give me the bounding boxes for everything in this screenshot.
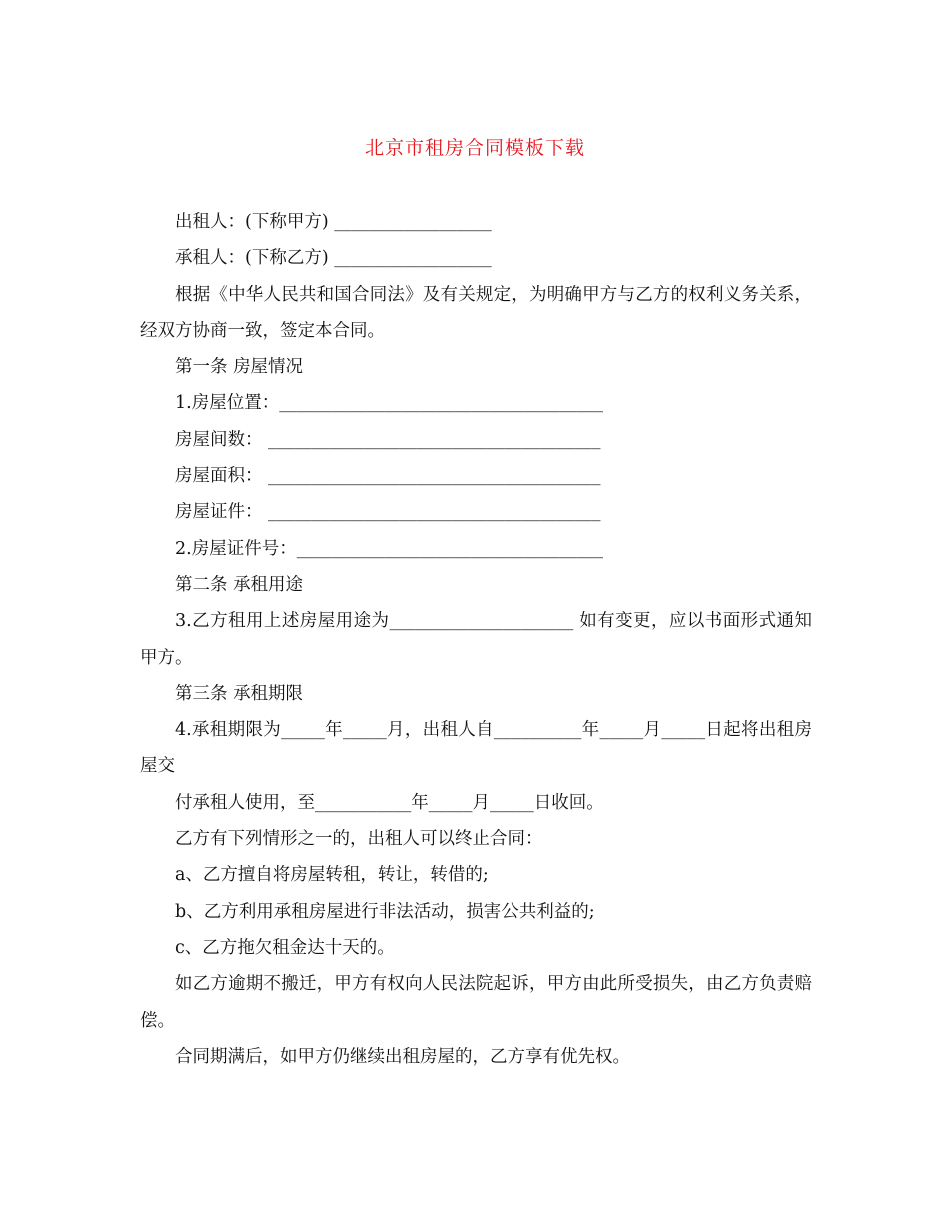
house-certificate-line: 房屋证件： ______________________________________	[175, 502, 601, 523]
article-3-heading: 第三条 承租期限	[175, 683, 304, 704]
termination-item-b: b、乙方利用承租房屋进行非法活动，损害公共利益的;	[175, 901, 595, 922]
lessee-line: 承租人：(下称乙方) __________________	[175, 248, 492, 269]
article-1-heading: 第一条 房屋情况	[175, 357, 304, 378]
priority-line: 合同期满后，如甲方仍继续出租房屋的，乙方享有优先权。	[175, 1046, 630, 1067]
termination-intro-line: 乙方有下列情形之一的，出租人可以终止合同：	[175, 829, 543, 850]
overdue-paragraph: 如乙方逾期不搬迁，甲方有权向人民法院起诉，甲方由此所受损失，由乙方负责赔偿。	[140, 974, 812, 1031]
termination-item-c: c、乙方拖欠租金达十天的。	[175, 937, 395, 958]
lease-term-paragraph: 4.承租期限为_____年_____月，出租人自__________年_____月_____日起将出租房屋交	[140, 720, 812, 777]
certificate-number-line: 2.房屋证件号：___________________________________	[175, 538, 603, 559]
document-title: 北京市租房合同模板下载	[364, 137, 585, 159]
termination-item-a: a、乙方擅自将房屋转租，转让，转借的;	[175, 865, 489, 886]
preamble-paragraph: 根据《中华人民共和国合同法》及有关规定，为明确甲方与乙方的权利义务关系，经双方协商一致，签定本合同。	[140, 284, 812, 341]
usage-paragraph: 3.乙方租用上述房屋用途为_____________________ 如有变更，应以书面形式通知甲方。	[140, 611, 812, 668]
document-body	[140, 204, 812, 1075]
house-location-line: 1.房屋位置：_____________________________________	[175, 393, 603, 414]
article-2-heading: 第二条 承租用途	[175, 574, 304, 595]
room-count-line: 房屋间数： ______________________________________	[175, 429, 601, 450]
house-area-line: 房屋面积： ______________________________________	[175, 466, 601, 487]
return-date-line: 付承租人使用，至___________年_____月_____日收回。	[175, 792, 604, 813]
lessor-line: 出租人：(下称甲方) __________________	[175, 212, 492, 232]
